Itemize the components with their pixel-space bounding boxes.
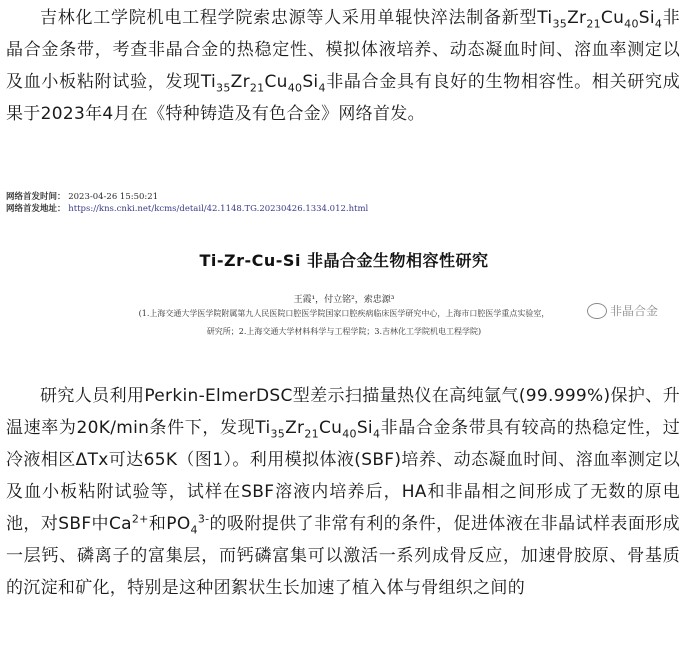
superscript: 3- xyxy=(197,512,210,526)
subscript: 4 xyxy=(318,81,326,95)
text-run: 的吸附提供了非常有利的条件，促进体液在非晶试样表面形成一层钙、磷离子的富集层，而钙磷富集可以激活一系列成骨反应，加速骨胶原、骨基质的沉淀和矿化，特别是这种团絮状生长加速了植入体与骨组织之间的 xyxy=(6,514,680,598)
watermark xyxy=(587,302,658,319)
subscript: 40 xyxy=(287,81,303,95)
text-run: 非晶合金条带，考查非晶合金的热稳定性、模拟体液培养、动态凝血时间、溶血率测定以及血小板粘附试验，发现Ti xyxy=(6,8,680,92)
subscript: 35 xyxy=(552,17,568,31)
text-run: 吉林化工学院机电工程学院索忠源等人采用单辊快淬法制备新型Ti xyxy=(40,8,553,28)
subscript: 40 xyxy=(342,427,357,441)
text-run: Cu xyxy=(318,418,343,438)
subscript: 21 xyxy=(304,427,319,441)
pub-addr-label: 网络首发地址： xyxy=(6,204,66,214)
text-run: Cu xyxy=(600,8,625,28)
superscript: 2+ xyxy=(131,512,149,526)
text-run: 非晶合金具有良好的生物相容性。相关研究成果于2023年4月在《特种铸造及有色合金》网络首发。 xyxy=(6,72,681,124)
affiliation-line-2: 研究所；2.上海交通大学材料科学与工程学院；3.吉林化工学院机电工程学院) xyxy=(206,327,482,336)
subscript: 35 xyxy=(216,81,231,95)
text-run: Si xyxy=(356,418,373,438)
subscript: 4 xyxy=(190,523,198,537)
text-run: 和PO xyxy=(148,514,191,534)
subscript: 4 xyxy=(654,17,663,31)
subscript: 40 xyxy=(624,17,639,31)
text-run: Si xyxy=(302,72,319,92)
subscript: 35 xyxy=(270,427,286,441)
pub-addr-line xyxy=(6,204,368,215)
text-run: Si xyxy=(638,8,655,28)
pub-addr-link[interactable]: https://kns.cnki.net/kcms/detail/42.1148.TG.20230426.1334.012.html xyxy=(68,204,369,214)
pub-time: 2023-04-26 15:50:21 xyxy=(68,192,159,202)
wechat-icon xyxy=(587,303,607,319)
text-run: 非晶合金条带具有较高的热稳定性，过冷液相区ΔTx可达65K（图1）。利用模拟体液(SBF)培养、动态凝血时间、溶血率测定以及血小板粘附试验等，试样在SBF溶液内培养后，HA和非晶相之间形成了无数的原电池，对SBF中Ca xyxy=(6,418,680,534)
text-run: Zr xyxy=(230,72,250,92)
body-paragraph xyxy=(6,380,680,604)
subscript: 21 xyxy=(249,81,265,95)
text-run: Cu xyxy=(264,72,288,92)
text-run: Zr xyxy=(285,418,305,438)
paper-authors: 王霞¹，付立铭²，索忠源³ xyxy=(293,295,395,305)
pub-time-label: 网络首发时间： xyxy=(6,192,66,202)
watermark-text: 非晶合金 xyxy=(609,304,658,318)
paper-clipping-image xyxy=(6,180,682,348)
paper-title: Ti-Zr-Cu-Si 非晶合金生物相容性研究 xyxy=(199,251,489,270)
affiliation-line-1: (1.上海交通大学医学院附属第九人民医院口腔医学院国家口腔疾病临床医学研究中心，上海市口腔医学重点实验室， xyxy=(138,309,550,318)
text-run: 研究人员利用Perkin-ElmerDSC型差示扫描量热仪在高纯氩气(99.999%)保护、升温速率为20K/min条件下，发现Ti xyxy=(6,386,680,438)
pub-time-line xyxy=(6,192,158,203)
intro-paragraph xyxy=(6,2,680,130)
text-run: Zr xyxy=(567,8,587,28)
subscript: 4 xyxy=(372,427,381,441)
subscript: 21 xyxy=(586,17,601,31)
